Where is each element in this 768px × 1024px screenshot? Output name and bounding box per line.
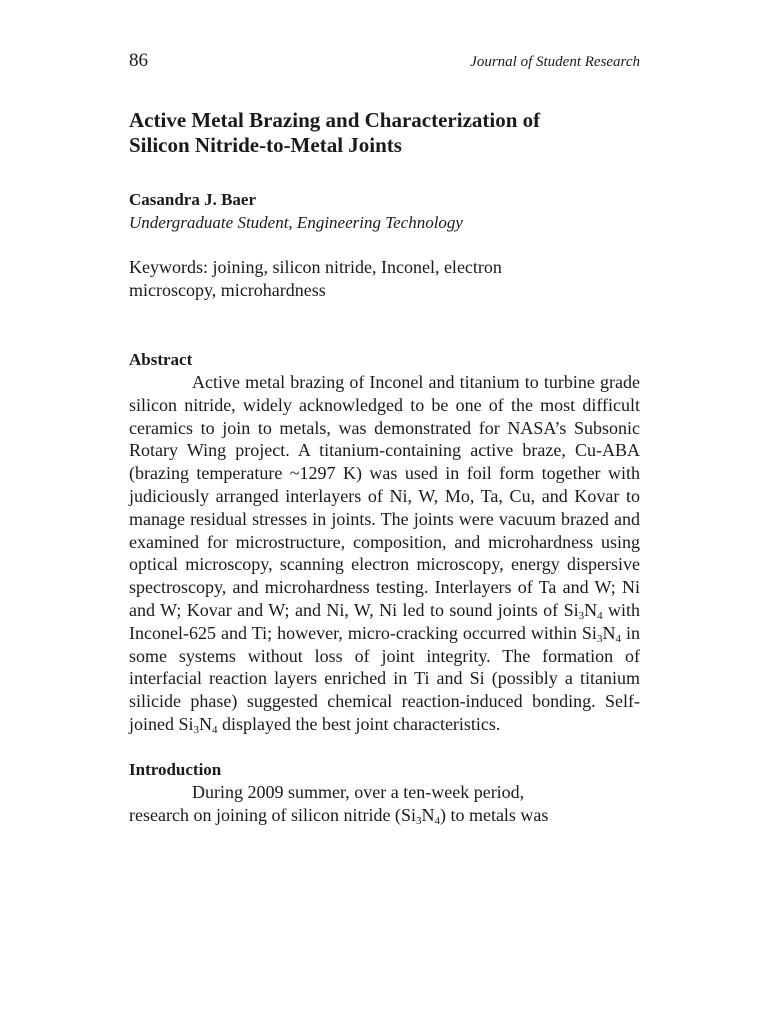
abstract-text-part-2: with Inconel-625 and Ti; however, micro-cracking occurred within	[129, 599, 640, 643]
formula-si3n4: $Si_3N_4$	[400, 804, 440, 827]
journal-name: Journal of Student Research	[470, 54, 640, 70]
abstract-text-part-1: Active metal brazing of Inconel and titanium to turbine grade silicon nitride, widely acknowledged to be one of the most difficult ceramics to join to metals, was demonstrated for NASA’s Subsonic Rotary Wing project. A titanium-containing active braze, Cu-ABA (brazing temperature ~1297 K) was used in foil form together with judiciously arranged interlayers of Ni, W, Mo, Ta, Cu, and Kovar to manage residual stresses in joints. The joints were vacuum brazed and examined for microstructure, composition, and microhardness using optical microscopy, scanning electron microscopy, energy dispersive spectroscopy, and microhardness testing. Interlayers of Ta and W; Ni and W; Kovar and W; and Ni, W, Ni led to sound joints of	[129, 372, 640, 620]
formula-si3n4: $Si_3N_4$	[581, 622, 621, 645]
introduction-line-2-end: ) to metals was	[439, 804, 549, 825]
introduction-line-2-start: research on joining of silicon nitride (	[129, 804, 401, 825]
keywords	[129, 256, 640, 302]
author-affiliation: Undergraduate Student, Engineering Technology	[129, 213, 463, 232]
journal-page	[129, 50, 640, 826]
article-title-line-1: Active Metal Brazing and Characterization of	[129, 108, 541, 132]
introduction-heading: Introduction	[129, 759, 222, 779]
introduction-paragraph	[129, 781, 640, 827]
abstract-text-part-3: in some systems without loss of joint integrity. The formation of interfacial reaction layers enriched in Ti and Si (possibly a titanium silicide phase) suggested chemical reaction-induced bonding. Self-joined	[129, 622, 640, 734]
article-title	[129, 108, 640, 158]
formula-si3n4: $Si_3N_4$	[563, 599, 603, 622]
keywords-line-1: Keywords: joining, silicon nitride, Inconel, electron	[129, 257, 502, 277]
abstract-paragraph	[129, 371, 640, 736]
abstract-heading: Abstract	[129, 350, 193, 369]
page-number: 86	[129, 50, 148, 71]
formula-si3n4: $Si_3N_4$	[178, 713, 218, 736]
introduction-line-1: During 2009 summer, over a ten-week period,	[192, 781, 525, 802]
article-title-line-2: Silicon Nitride-to-Metal Joints	[129, 133, 402, 157]
author-name: Casandra J. Baer	[129, 190, 257, 209]
abstract-text-part-4: displayed the best joint characteristics.	[217, 713, 501, 734]
keywords-line-2: microscopy, microhardness	[129, 280, 326, 300]
running-head	[129, 50, 640, 78]
